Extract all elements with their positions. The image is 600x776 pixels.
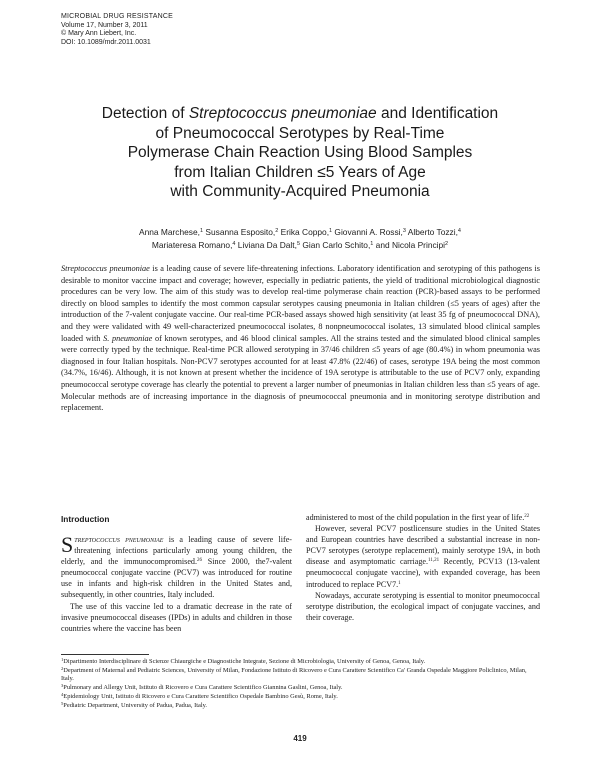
journal-copyright: © Mary Ann Liebert, Inc. bbox=[61, 30, 137, 38]
footnote-text: Dipartimento Interdisciplinare di Scienze Chiaurgiche e Diagnostiche Integrate, Sezione di Microbiologia, University of Genoa, Genoa, Italy. bbox=[63, 658, 426, 665]
intro-paragraph-2-cont bbox=[306, 512, 540, 523]
footnote-marker: 3 bbox=[61, 683, 64, 689]
journal-volume: Volume 17, Number 3, 2011 bbox=[61, 21, 148, 29]
author-line-2 bbox=[60, 239, 540, 252]
footnote bbox=[61, 684, 540, 692]
abstract bbox=[61, 263, 540, 414]
intro-paragraph-4: Nowadays, accurate serotyping is essential to monitor pneumococcal serotype distribution, the ecological impact of conjugate vaccines, and their coverage. bbox=[306, 590, 540, 622]
footnote-text: Department of Maternal and Pediatric Sciences, University of Milan, Fondazione Istituto di Ricovero e Cura Carattere Scientifico Ca' Granda Ospedale Maggiore Policlinico, Milan, Italy. bbox=[61, 667, 527, 683]
citation: 1 bbox=[398, 580, 401, 586]
abstract-text: of known serotypes, and 46 blood clinical samples. All the strains tested and the simulated blood clinical samples were correctly typed by the technique. Real-time PCR allowed serotyping in 37/46 children ≤5 years of age (80.4%) in whom pneumonia was diagnosed in four Italian hospitals. Non-PCV7 serotypes accounted for at least 47.8% (22/46) of cases, serotype 19A being the most common (34.7%, 16/46). Although, it is not known at present whether the incidence of 19A serotype is attributable to the use of PCV7 only, expanding pneumococcal serotype coverage has clearly the potential to prevent a larger number of pneumonias in Italian children less than ≤5 years of age. Molecular methods are of increasing importance in the diagnosis of pneumococcal pneumonia and in monitoring serotype distribution and replacement. bbox=[61, 333, 540, 413]
footnote-marker: 5 bbox=[61, 701, 64, 707]
intro-text: However, several PCV7 postlicensure studies in the United States and European countries have described a substantial increase in non-PCV7 serotypes (serotype replacement), mainly serotype 19A, in both disease and asymptomatic carriage. bbox=[306, 524, 540, 567]
author-affiliation-marker: 5 bbox=[296, 241, 300, 247]
author-name: Alberto Tozzi, bbox=[405, 227, 458, 237]
footnote-marker: 4 bbox=[61, 692, 64, 698]
author-name: Mariateresa Romano, bbox=[151, 240, 233, 250]
title-line-1 bbox=[60, 104, 540, 124]
author-name: Anna Marchese, bbox=[139, 227, 200, 237]
article-title bbox=[60, 104, 540, 202]
author-affiliation-marker: 1 bbox=[370, 241, 374, 247]
title-species: Streptococcus pneumoniae bbox=[188, 105, 377, 122]
citation: 26 bbox=[197, 558, 202, 564]
footnote-marker: 2 bbox=[61, 666, 64, 671]
author-affiliation-marker: 3 bbox=[402, 228, 406, 234]
footnote bbox=[61, 667, 540, 684]
author-affiliation-marker: 4 bbox=[457, 228, 461, 234]
title-line-5: with Community-Acquired Pneumonia bbox=[170, 183, 430, 200]
author-affiliation-marker: 1 bbox=[200, 228, 204, 234]
journal-header bbox=[61, 13, 173, 47]
journal-doi: DOI: 10.1089/mdr.2011.0031 bbox=[61, 38, 151, 46]
footnote-text: Pulmonary and Allergy Unit, Istituto di Ricovero e Cura Carattere Scientifico Giannina Gaslini, Genoa, Italy. bbox=[63, 684, 343, 692]
intro-paragraph-3 bbox=[306, 523, 540, 590]
drop-cap: S bbox=[61, 532, 74, 557]
footnote bbox=[61, 658, 540, 666]
citation: 11,21 bbox=[428, 558, 440, 564]
citation: 22 bbox=[524, 514, 530, 519]
author-name: Susanna Esposito, bbox=[203, 227, 276, 237]
intro-paragraph-1 bbox=[61, 534, 292, 601]
abstract-species: S. pneumoniae bbox=[103, 333, 153, 343]
author-affiliation-marker: 2 bbox=[445, 241, 449, 247]
body-column-left bbox=[61, 514, 292, 634]
title-line-2: of Pneumococcal Serotypes by Real-Time bbox=[155, 124, 445, 142]
author-list bbox=[60, 226, 540, 252]
intro-lead: treptococcus pneumoniae bbox=[74, 535, 164, 544]
footnote bbox=[61, 693, 540, 701]
author-name: and Nicola Principi bbox=[373, 240, 446, 250]
title-line-4: from Italian Children ≤5 Years of Age bbox=[174, 163, 426, 181]
intro-text: Since 2000, the7-valent pneumococcal conjugate vaccine (PCV7) was introduced for routine use in infants and high-risk children in the United States and, subsequently, in other countries, Italy included. bbox=[61, 557, 292, 600]
journal-name: MICROBIAL DRUG RESISTANCE bbox=[61, 13, 173, 20]
author-name: Gian Carlo Schito, bbox=[300, 240, 371, 250]
footnote-divider bbox=[61, 654, 149, 655]
page-number: 419 bbox=[293, 734, 307, 743]
abstract-species: Streptococcus pneumoniae bbox=[61, 264, 150, 273]
abstract-text: is a leading cause of severe life-threatening infections. Laboratory identification and serotyping of this pathogens is desirable to monitor vaccine impact and coverage; however, especially in pediatric patients, the yield of traditional microbiological diagnostic procedures can be very low. The aim of this study was to develop real-time polymerase chain reaction (PCR)-based assays to be performed directly on blood samples to identify the most common capsular serotypes causing pneumonia in Italian children (≤5 years of ages) after the introduction of the 7-valent conjugate vaccine. Our real-time PCR-based assays showed high sensitivity (at least 35 fg of pneumococcal DNA), and they were validated with 49 well-characterized pneumococcal isolates, 8 nonpneumococcal isolates, 13 simulated blood clinical samples loaded with bbox=[61, 264, 540, 343]
footnote-text: Epidemiology Unit, Istituto di Ricovero e Cura Carattere Scientifico Ospedale Bambino Gesù, Rome, Italy. bbox=[63, 693, 338, 701]
author-affiliation-marker: 4 bbox=[232, 241, 236, 247]
section-heading-introduction: Introduction bbox=[61, 514, 110, 524]
intro-paragraph-2: The use of this vaccine led to a dramatic decrease in the rate of invasive pneumococcal diseases (IPDs) in adults and children in those countries where the vaccine has been bbox=[61, 601, 292, 633]
author-name: Erika Coppo, bbox=[278, 227, 330, 237]
footnote bbox=[61, 702, 540, 710]
footnote-marker: 1 bbox=[61, 657, 64, 662]
author-affiliation-marker: 2 bbox=[275, 228, 279, 234]
title-line-3: Polymerase Chain Reaction Using Blood Samples bbox=[127, 144, 473, 161]
author-line-1 bbox=[60, 226, 540, 239]
intro-text: administered to most of the child population in the first year of life. bbox=[306, 513, 525, 522]
intro-text: is a leading cause of severe life-threatening infections particularly among young children, the elderly, and the immunocompromised. bbox=[61, 535, 293, 567]
title-text: and Identification bbox=[376, 105, 499, 122]
author-affiliation-marker: 1 bbox=[329, 228, 333, 234]
author-name: Giovanni A. Rossi, bbox=[332, 227, 403, 237]
body-column-right bbox=[306, 512, 540, 623]
affiliation-footnotes bbox=[61, 658, 540, 711]
footnote-text: Pediatric Department, University of Padua, Padua, Italy. bbox=[63, 702, 207, 710]
intro-text: Recently, PCV13 (13-valent pneumococcal conjugate vaccine), with expanded coverage, has been introduced to replace PCV7. bbox=[306, 557, 540, 589]
title-text: Detection of bbox=[101, 105, 189, 122]
author-name: Liviana Da Dalt, bbox=[235, 240, 297, 250]
